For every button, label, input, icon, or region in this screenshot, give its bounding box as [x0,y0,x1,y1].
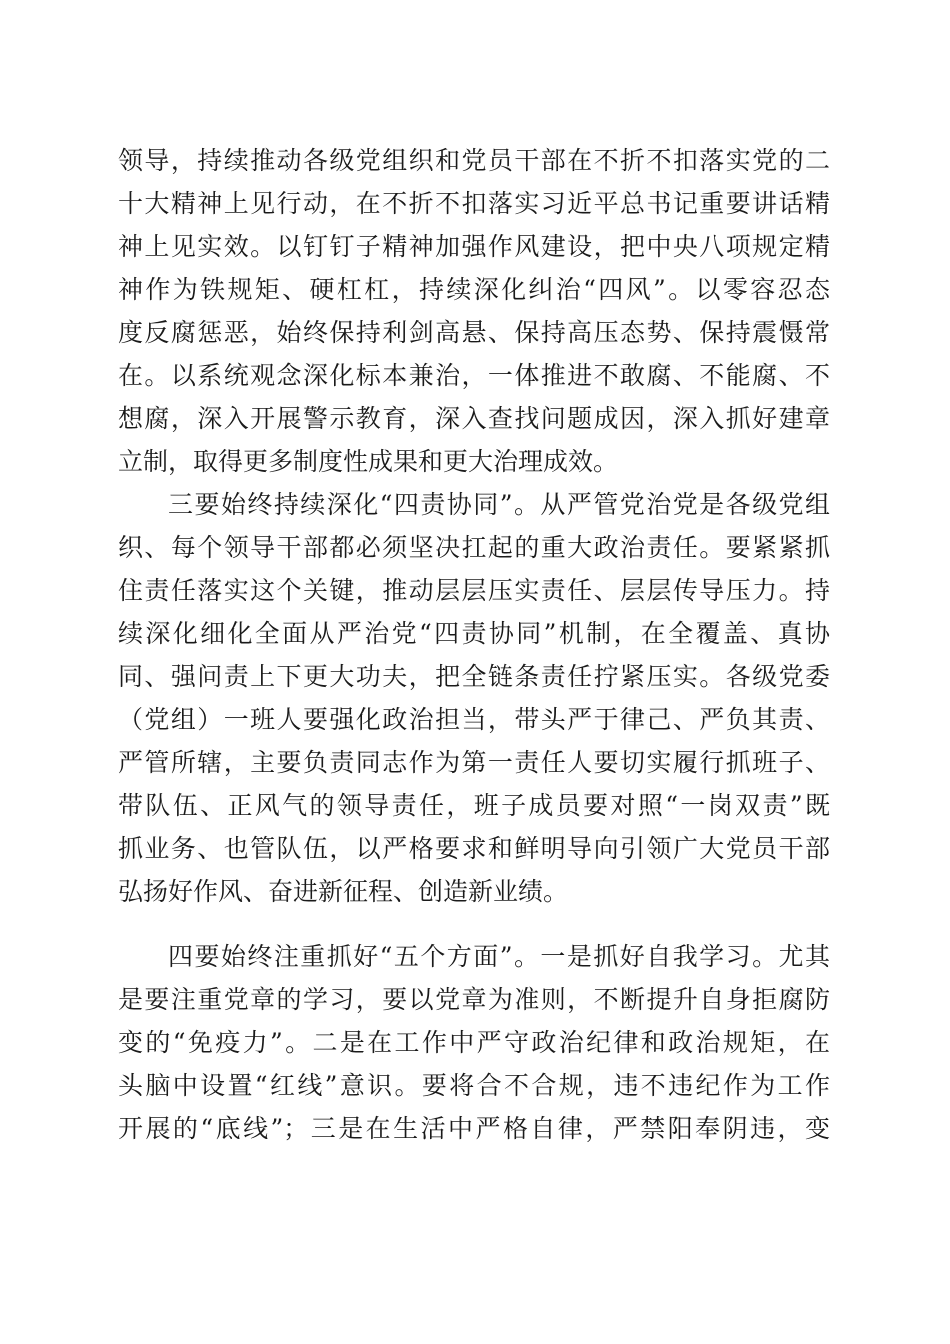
paragraph-first-line: 三要始终持续深化“四责协同”。从严管党治党是各级党组 [168,490,830,519]
text-line: 十大精神上见行动，在不折不扣落实习近平总书记重要讲话精 [118,189,830,218]
text-line: 神作为铁规矩、硬杠杠，持续深化纠治“四风”。以零容忍态 [118,275,830,304]
text-line: 抓业务、也管队伍，以严格要求和鲜明导向引领广大党员干部 [118,834,830,863]
text-line: 严管所辖，主要负责同志作为第一责任人要切实履行抓班子、 [118,748,830,777]
text-line: 变的“免疫力”。二是在工作中严守政治纪律和政治规矩，在 [118,1028,830,1057]
text-line: 弘扬好作风、奋进新征程、创造新业绩。 [118,877,569,906]
text-line: 同、强问责上下更大功夫，把全链条责任拧紧压实。各级党委 [118,662,830,691]
text-line: 度反腐惩恶，始终保持利剑高悬、保持高压态势、保持震慑常 [118,318,830,347]
text-line: 立制，取得更多制度性成果和更大治理成效。 [118,447,619,476]
paragraph-first-line: 四要始终注重抓好“五个方面”。一是抓好自我学习。尤其 [168,942,830,971]
text-line: 织、每个领导干部都必须坚决扛起的重大政治责任。要紧紧抓 [118,533,830,562]
text-line: 神上见实效。以钉钉子精神加强作风建设，把中央八项规定精 [118,232,830,261]
text-line: 是要注重党章的学习，要以党章为准则，不断提升自身拒腐防 [118,985,830,1014]
text-line: 想腐，深入开展警示教育，深入查找问题成因，深入抓好建章 [118,404,830,433]
text-line: 续深化细化全面从严治党“四责协同”机制，在全覆盖、真协 [118,619,830,648]
text-line: 头脑中设置“红线”意识。要将合不合规，违不违纪作为工作 [118,1071,830,1100]
text-line: 带队伍、正风气的领导责任，班子成员要对照“一岗双责”既 [118,791,830,820]
text-line: 在。以系统观念深化标本兼治，一体推进不敢腐、不能腐、不 [118,361,830,390]
text-line: 住责任落实这个关键，推动层层压实责任、层层传导压力。持 [118,576,830,605]
text-line: 开展的“底线”；三是在生活中严格自律，严禁阳奉阴违，变 [118,1114,830,1143]
text-line: 领导，持续推动各级党组织和党员干部在不折不扣落实党的二 [118,146,830,175]
text-line: （党组）一班人要强化政治担当，带头严于律己、严负其责、 [118,705,830,734]
